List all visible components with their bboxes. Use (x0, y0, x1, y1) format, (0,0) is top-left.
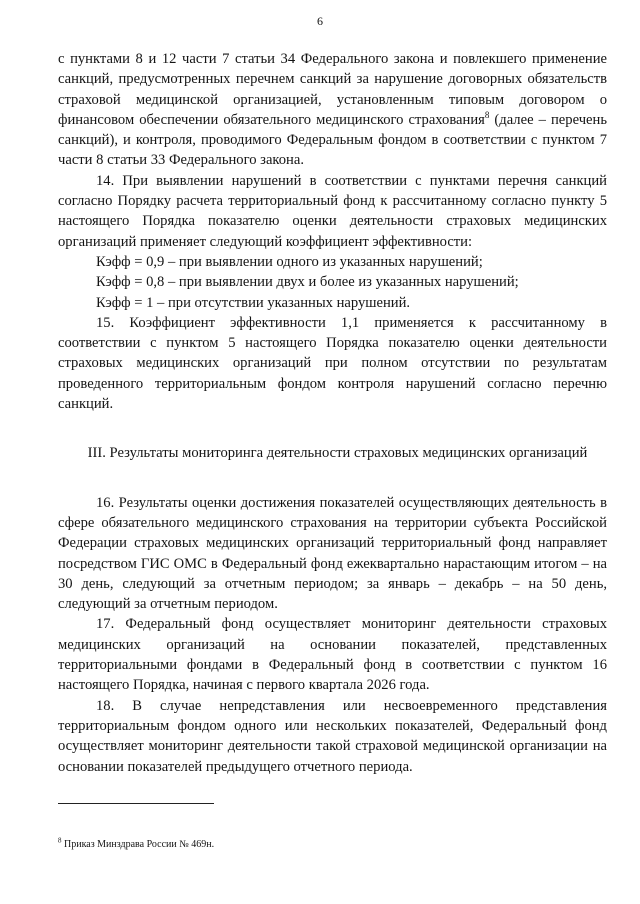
section-heading: III. Результаты мониторинга деятельности страховых медицинских организаций (87, 445, 588, 462)
footnote-text: Приказ Минздрава России № 469н. (61, 839, 215, 850)
coefficient-line-3: Кэфф = 1 – при отсутствии указанных нарушений. (96, 294, 411, 311)
paragraph-18: 18. В случае непредставления или несвоевременного представления территориальным фондом одного или нескольких показателей, Федеральный фонд осуществляет мониторинг деятельности такой страховой медицинской организации на основании показателей предыдущего отчетного периода. (58, 697, 607, 775)
footnote-reference[interactable]: 8 (484, 110, 490, 121)
paragraph-13-text: с пунктами 8 и 12 части 7 статьи 34 Федерального закона и повлекшего применение санкций, предусмотренных перечнем санкций за нарушение договорных обязательств страховой медицинской организацией, установленным типовым договором о финансовом обеспечении обязательного медицинского страхования (58, 51, 607, 128)
paragraph-13-continuation (58, 49, 607, 171)
paragraph-14: 14. При выявлении нарушений в соответствии с пунктами перечня санкций согласно Порядку расчета территориальный фонд к рассчитанному согласно пункту 5 настоящего Порядка показателю оценки деятельности страховых медицинских организаций применяет следующий коэффициент эффективности: (58, 172, 607, 250)
paragraph-15: 15. Коэффициент эффективности 1,1 применяется к рассчитанному в соответствии с пунктом 5 настоящего Порядка показателю оценки деятельности страховых медицинских организаций при полном отсутствии по результатам проведенного территориальным фондом контроля нарушений согласно перечню санкций. (58, 314, 607, 413)
coefficient-line-2: Кэфф = 0,8 – при выявлении двух и более из указанных нарушений; (96, 274, 519, 291)
paragraph-16: 16. Результаты оценки достижения показателей осуществляющих деятельность в сфере обязательного медицинского страхования на территории субъекта Российской Федерации страховых медицинских организаций территориальный фонд направляет посредством ГИС ОМС в Федеральный фонд ежеквартально нарастающим итогом – на 30 день, следующий за отчетным периодом; за январь – декабрь – на 50 день, следующий за отчетным периодом. (58, 494, 607, 613)
coefficient-line-1: Кэфф = 0,9 – при выявлении одного из указанных нарушений; (96, 253, 483, 270)
document-body (58, 49, 607, 777)
footnote-mark: 8 (58, 836, 62, 845)
footnote (58, 838, 214, 851)
page-number: 6 (317, 14, 323, 28)
paragraph-13-tail: (далее – перечень санкций), и контроля, проводимого Федеральным фондом в соответствии с пунктом 7 части 8 статьи 33 Федерального закона. (58, 111, 607, 169)
footnote-divider (58, 803, 214, 804)
paragraph-17: 17. Федеральный фонд осуществляет мониторинг деятельности страховых медицинских организаций на основании показателей, представленных территориальными фондами в Федеральный фонд в соответствии с пунктом 16 настоящего Порядка, начиная с первого квартала 2026 года. (58, 616, 607, 694)
